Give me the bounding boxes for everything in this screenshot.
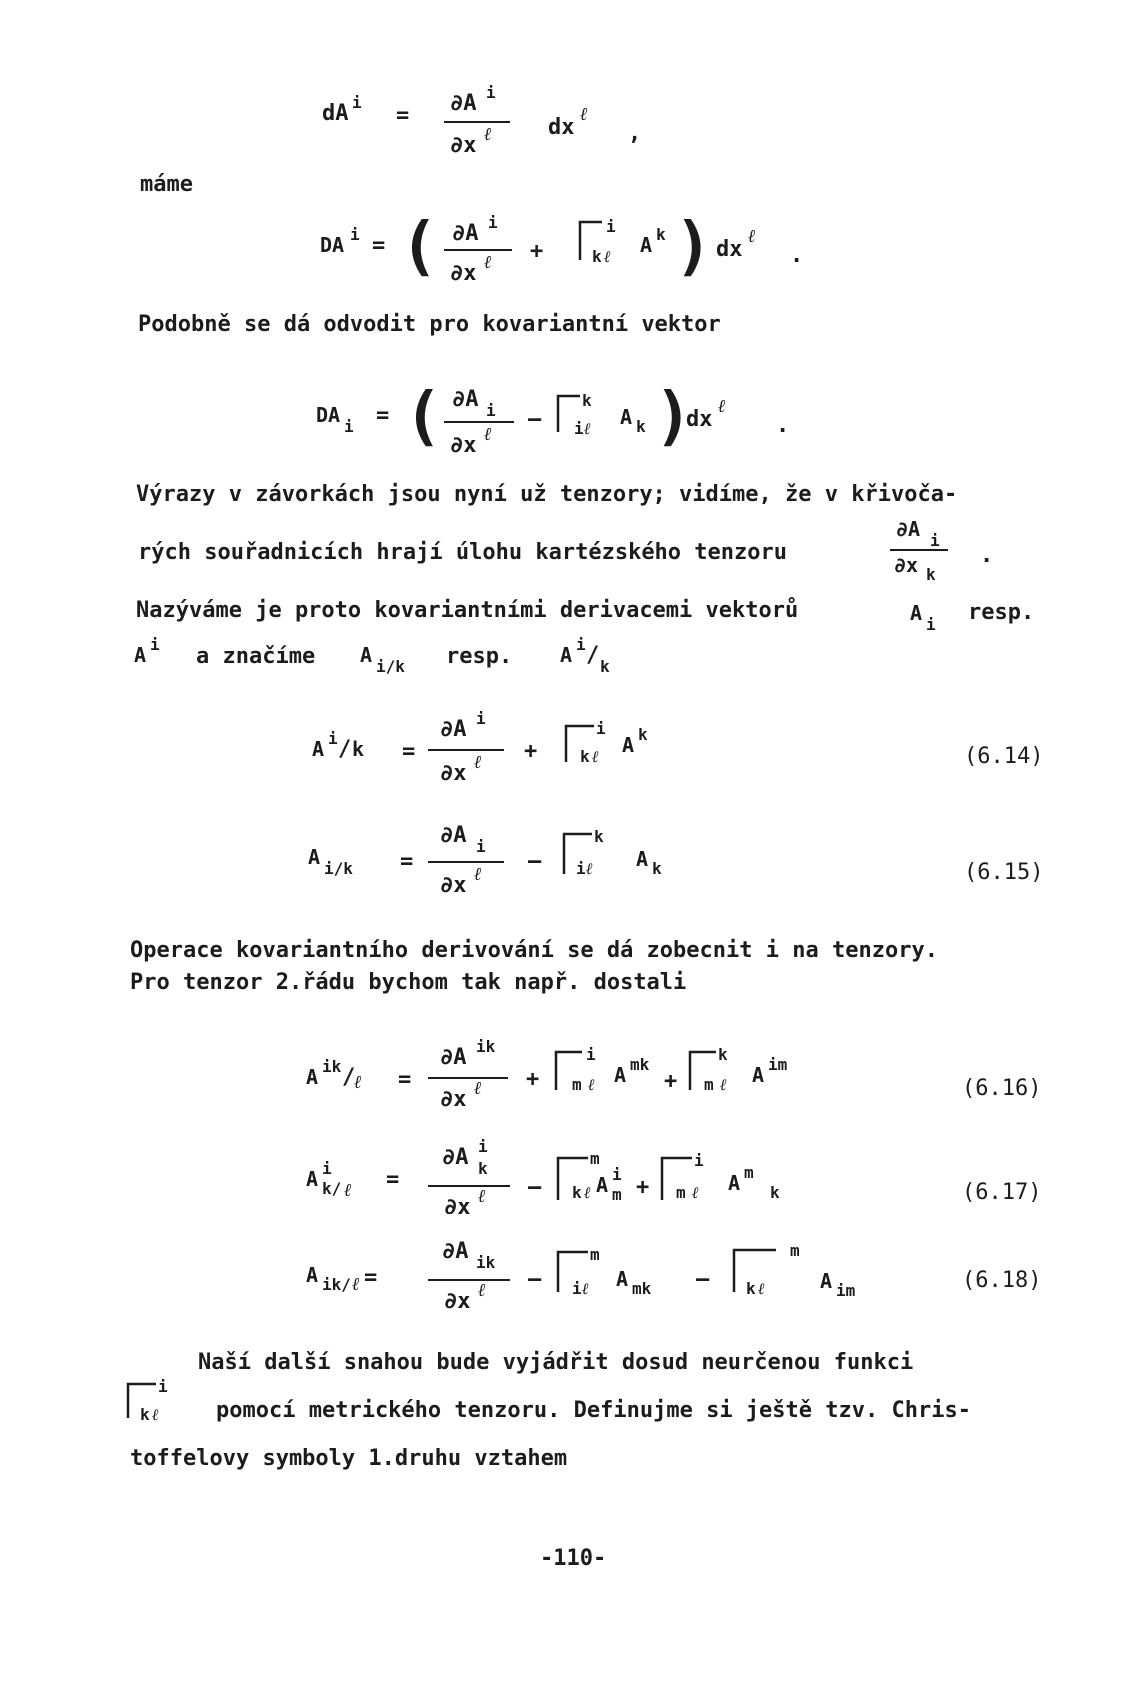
svg-text:ℓ: ℓ	[474, 864, 482, 885]
svg-text:ℓ: ℓ	[720, 1075, 727, 1094]
svg-text:i: i	[612, 1165, 622, 1184]
svg-text:–: –	[528, 849, 542, 874]
svg-text:k: k	[638, 725, 648, 744]
svg-text:i: i	[486, 401, 496, 420]
svg-text:k: k	[718, 1045, 728, 1064]
equation-DAi	[0, 196, 1122, 296]
svg-text:m: m	[676, 1183, 686, 1202]
svg-text:∂A: ∂A	[896, 517, 921, 541]
svg-text:ik/: ik/	[322, 1275, 351, 1294]
svg-text:DA: DA	[316, 403, 341, 427]
svg-text:i: i	[576, 635, 586, 654]
svg-text:A: A	[620, 405, 633, 429]
svg-text:m: m	[790, 1241, 800, 1260]
svg-text:i: i	[926, 615, 936, 634]
svg-text:dx: dx	[686, 407, 713, 432]
svg-text:ℓ: ℓ	[474, 752, 482, 773]
svg-text:i: i	[344, 417, 354, 436]
svg-text:i: i	[476, 837, 486, 856]
svg-text:A: A	[752, 1063, 765, 1087]
svg-text:A: A	[636, 847, 649, 871]
svg-text:i: i	[352, 93, 362, 112]
svg-text:i: i	[606, 217, 616, 236]
svg-text:=: =	[398, 1067, 412, 1092]
equation-number-6-16: (6.16)	[962, 1076, 1042, 1101]
svg-text:k: k	[926, 565, 936, 582]
svg-text:k: k	[580, 747, 590, 766]
svg-text:∂A: ∂A	[442, 1145, 469, 1170]
svg-text:mk: mk	[632, 1279, 652, 1298]
svg-text:∂x: ∂x	[444, 1289, 471, 1314]
svg-text:A: A	[134, 643, 147, 667]
text-mame: máme	[140, 172, 193, 197]
svg-text:i: i	[586, 1045, 596, 1064]
text-a-znacime: a značíme	[196, 644, 316, 669]
svg-text:=: =	[402, 739, 416, 764]
svg-text:A: A	[910, 601, 923, 625]
svg-text:A: A	[306, 1167, 319, 1191]
svg-text:dA: dA	[322, 101, 349, 126]
svg-text:+: +	[664, 1069, 678, 1094]
svg-text:+: +	[636, 1175, 650, 1200]
equation-number-6-18: (6.18)	[962, 1268, 1042, 1293]
svg-text:m: m	[572, 1075, 582, 1094]
svg-text:∂A: ∂A	[450, 91, 477, 116]
svg-text:A: A	[640, 233, 653, 257]
text-resp-2: resp.	[446, 644, 513, 669]
svg-text:i: i	[350, 225, 360, 244]
svg-text:∂x: ∂x	[440, 761, 467, 786]
svg-text:i: i	[486, 83, 496, 102]
svg-text:ℓ: ℓ	[584, 419, 591, 438]
svg-text:–: –	[528, 1267, 542, 1292]
svg-text:=: =	[400, 849, 414, 874]
equation-number-6-14: (6.14)	[964, 744, 1044, 769]
text-operace-1: Operace kovariantního derivování se dá zobecnit i na tenzory.	[130, 938, 938, 963]
svg-text:i: i	[930, 531, 940, 550]
equation-6-16	[0, 1026, 1122, 1116]
svg-text:/: /	[586, 643, 600, 668]
svg-text:∂A: ∂A	[442, 1239, 469, 1264]
svg-text:∂x: ∂x	[450, 433, 477, 458]
svg-text:i: i	[574, 419, 584, 438]
fraction-dAi-dxk	[0, 512, 1122, 582]
text-nasi-3: toffelovy symboly 1.druhu vztahem	[130, 1446, 568, 1471]
line-Ai-znacime	[0, 626, 1122, 686]
svg-text:∂A: ∂A	[440, 1045, 467, 1070]
svg-text:ℓ: ℓ	[584, 1183, 591, 1202]
svg-text:A: A	[614, 1063, 627, 1087]
svg-text:im: im	[768, 1055, 788, 1074]
svg-text:dx: dx	[716, 237, 743, 262]
svg-text:ℓ: ℓ	[152, 1405, 159, 1424]
text-rych: rých souřadnicích hrají úlohu kartézského tenzoru	[138, 540, 788, 565]
svg-text:ℓ: ℓ	[586, 859, 593, 878]
svg-text:ℓ: ℓ	[484, 124, 492, 145]
svg-text:ℓ: ℓ	[692, 1183, 699, 1202]
svg-text:A: A	[728, 1171, 741, 1195]
svg-text:k: k	[600, 657, 610, 676]
svg-text:∂x: ∂x	[440, 1087, 467, 1112]
svg-text:k: k	[140, 1405, 150, 1424]
svg-text:A: A	[360, 643, 373, 667]
svg-text:∂A: ∂A	[452, 387, 479, 412]
svg-text:i/k: i/k	[376, 657, 405, 676]
svg-text:DA: DA	[320, 233, 345, 257]
svg-text:i: i	[488, 213, 498, 232]
svg-text:A: A	[306, 1263, 319, 1287]
svg-text:k: k	[656, 225, 666, 244]
svg-text:k/: k/	[322, 1179, 342, 1198]
svg-text:=: =	[372, 233, 386, 258]
svg-text:A: A	[312, 737, 325, 761]
svg-text:i: i	[150, 635, 160, 654]
text-podobne: Podobně se dá odvodit pro kovariantní vektor	[138, 312, 721, 337]
equation-6-15	[0, 812, 1122, 902]
svg-text:ik: ik	[476, 1253, 496, 1272]
svg-text:A: A	[596, 1173, 609, 1197]
svg-text:∂A: ∂A	[452, 221, 479, 246]
svg-text:.: .	[776, 413, 790, 438]
svg-text:=: =	[396, 103, 410, 128]
svg-text:k: k	[652, 859, 662, 878]
svg-text:=: =	[386, 1167, 400, 1192]
svg-text:dx: dx	[548, 115, 575, 140]
svg-text:A: A	[306, 1065, 319, 1089]
svg-text:ℓ: ℓ	[588, 1075, 595, 1094]
svg-text:ℓ: ℓ	[352, 1274, 360, 1295]
text-resp-1: resp.	[968, 600, 1035, 625]
svg-text:∂A: ∂A	[440, 823, 467, 848]
svg-text:=: =	[376, 403, 390, 428]
svg-text:k: k	[636, 417, 646, 436]
svg-text:ℓ: ℓ	[484, 252, 492, 273]
svg-text:k: k	[582, 391, 592, 410]
equation-6-17	[0, 1124, 1122, 1214]
svg-text:): )	[654, 380, 693, 454]
svg-text:A: A	[622, 733, 635, 757]
svg-text:∂A: ∂A	[440, 717, 467, 742]
svg-text:∂x: ∂x	[440, 873, 467, 898]
svg-text:k: k	[746, 1279, 756, 1298]
svg-text:A: A	[820, 1269, 833, 1293]
equation-6-18	[0, 1224, 1122, 1314]
svg-text:A: A	[560, 643, 573, 667]
svg-text:/: /	[342, 1065, 356, 1090]
svg-text:+: +	[526, 1067, 540, 1092]
svg-text:–: –	[528, 407, 542, 432]
svg-text:ℓ: ℓ	[758, 1279, 765, 1298]
svg-text:,: ,	[628, 121, 642, 146]
svg-text:∂x: ∂x	[894, 553, 919, 577]
svg-text:∂x: ∂x	[444, 1195, 471, 1214]
svg-text:i: i	[476, 709, 486, 728]
svg-text:m: m	[612, 1185, 622, 1204]
svg-text:ℓ: ℓ	[478, 1280, 486, 1301]
svg-text:i: i	[596, 719, 606, 738]
equation-DAsubi	[0, 370, 1122, 470]
svg-text:ℓ: ℓ	[344, 1180, 352, 1201]
svg-text:(: (	[400, 210, 439, 284]
svg-text:i: i	[322, 1159, 332, 1178]
equation-number-6-15: (6.15)	[964, 860, 1044, 885]
text-nasi-1: Naší další snahou bude vyjádřit dosud neurčenou funkci	[198, 1350, 914, 1375]
svg-text:i: i	[158, 1377, 168, 1396]
equation-dai	[0, 0, 1122, 160]
svg-text:ik: ik	[322, 1057, 342, 1076]
svg-text:ℓ: ℓ	[484, 424, 492, 445]
svg-text:ℓ: ℓ	[580, 104, 588, 125]
svg-text:ℓ: ℓ	[582, 1279, 589, 1298]
equation-number-6-17: (6.17)	[962, 1180, 1042, 1205]
svg-text:+: +	[524, 739, 538, 764]
svg-text:i: i	[478, 1137, 488, 1156]
svg-text:.: .	[980, 543, 994, 568]
text-nazyvame: Nazýváme je proto kovariantními derivacemi vektorů	[136, 598, 799, 623]
svg-text:ℓ: ℓ	[748, 226, 756, 247]
svg-text:k: k	[594, 827, 604, 846]
svg-text:k: k	[770, 1183, 780, 1202]
page-number: -110-	[540, 1546, 607, 1571]
svg-text:.: .	[790, 243, 804, 268]
svg-text:k: k	[572, 1183, 582, 1202]
svg-text:i: i	[576, 859, 586, 878]
svg-text:A: A	[308, 845, 321, 869]
svg-text:i: i	[328, 729, 338, 748]
svg-text:ik: ik	[476, 1037, 496, 1056]
svg-text:k: k	[478, 1159, 488, 1178]
svg-text:ℓ: ℓ	[718, 396, 726, 417]
svg-text:i: i	[694, 1151, 704, 1170]
text-nasi-2: pomocí metrického tenzoru. Definujme si ještě tzv. Chris-	[216, 1398, 971, 1423]
text-operace-2: Pro tenzor 2.řádu bychom tak např. dostali	[130, 970, 687, 995]
text-vyrazy: Výrazy v závorkách jsou nyní už tenzory; vidíme, že v křivoča-	[136, 482, 958, 507]
svg-text:m: m	[744, 1163, 754, 1182]
svg-text:m: m	[704, 1075, 714, 1094]
svg-text:–: –	[696, 1267, 710, 1292]
svg-text:im: im	[836, 1281, 856, 1300]
svg-text:i/k: i/k	[324, 859, 353, 878]
svg-text:ℓ: ℓ	[474, 1078, 482, 1099]
svg-text:A: A	[616, 1267, 629, 1291]
svg-text:ℓ: ℓ	[354, 1072, 362, 1093]
svg-text:–: –	[528, 1175, 542, 1200]
svg-text:k: k	[352, 737, 365, 761]
svg-text:): )	[674, 210, 713, 284]
svg-text:ℓ: ℓ	[478, 1186, 486, 1207]
svg-text:=: =	[364, 1265, 378, 1290]
svg-text:(: (	[404, 380, 443, 454]
svg-text:k: k	[592, 247, 602, 266]
svg-text:mk: mk	[630, 1055, 650, 1074]
svg-text:∂x: ∂x	[450, 261, 477, 286]
svg-text:∂x: ∂x	[450, 133, 477, 158]
svg-text:i: i	[572, 1279, 582, 1298]
svg-text:ℓ: ℓ	[592, 747, 599, 766]
svg-text:+: +	[530, 239, 544, 264]
svg-text:ℓ: ℓ	[604, 247, 611, 266]
svg-text:/: /	[338, 737, 352, 762]
equation-6-14	[0, 700, 1122, 790]
svg-text:m: m	[590, 1149, 600, 1168]
svg-text:m: m	[590, 1245, 600, 1264]
